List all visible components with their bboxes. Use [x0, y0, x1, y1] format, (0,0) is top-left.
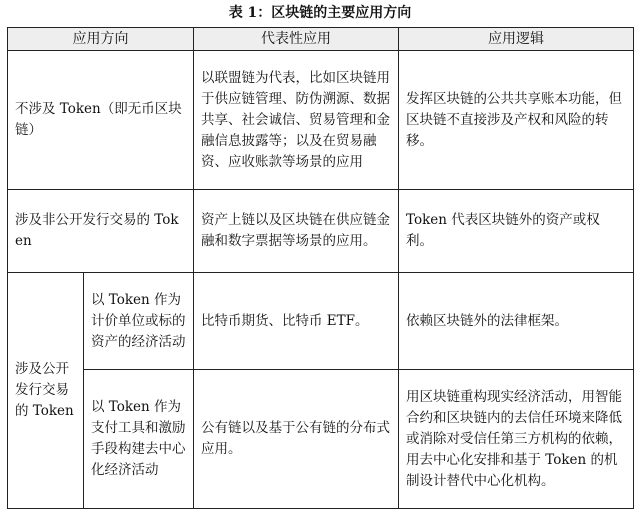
table-row [8, 370, 634, 509]
logic-cell: 依赖区块链外的法律框架。 [399, 273, 634, 370]
table-row [8, 190, 634, 273]
group-label-cell: 涉及公开发行交易的 Token [8, 273, 84, 509]
subdirection-cell: 以 Token 作为计价单位或标的资产的经济活动 [84, 273, 194, 370]
applications-cell: 公有链以及基于公有链的分布式应用。 [194, 370, 399, 509]
applications-cell: 比特币期货、比特币 ETF。 [194, 273, 399, 370]
applications-cell: 资产上链以及区块链在供应链金融和数字票据等场景的应用。 [194, 190, 399, 273]
table-header-row [8, 28, 634, 51]
header-application-direction: 应用方向 [8, 28, 194, 51]
logic-cell: 发挥区块链的公共共享账本功能，但区块链不直接涉及产权和风险的转移。 [399, 51, 634, 190]
table-row [8, 273, 634, 370]
header-application-logic: 应用逻辑 [399, 28, 634, 51]
subdirection-cell: 以 Token 作为支付工具和激励手段构建去中心化经济活动 [84, 370, 194, 509]
application-directions-table [7, 27, 634, 509]
table-caption: 表 1：区块链的主要应用方向 [228, 5, 412, 21]
logic-cell: 用区块链重构现实经济活动，用智能合约和区块链内的去信任环境来降低或消除对受信任第三方机构的依赖，用去中心化安排和基于 Token 的机制设计替代中心化机构。 [399, 370, 634, 509]
direction-cell: 涉及非公开发行交易的 Token [8, 190, 194, 273]
applications-cell: 以联盟链为代表，比如区块链用于供应链管理、防伪溯源、数据共享、社会诚信、贸易管理和金融信息披露等；以及在贸易融资、应收账款等场景的应用 [194, 51, 399, 190]
logic-cell: Token 代表区块链外的资产或权利。 [399, 190, 634, 273]
table-row [8, 51, 634, 190]
header-representative-applications: 代表性应用 [194, 28, 399, 51]
direction-cell: 不涉及 Token（即无币区块链） [8, 51, 194, 190]
